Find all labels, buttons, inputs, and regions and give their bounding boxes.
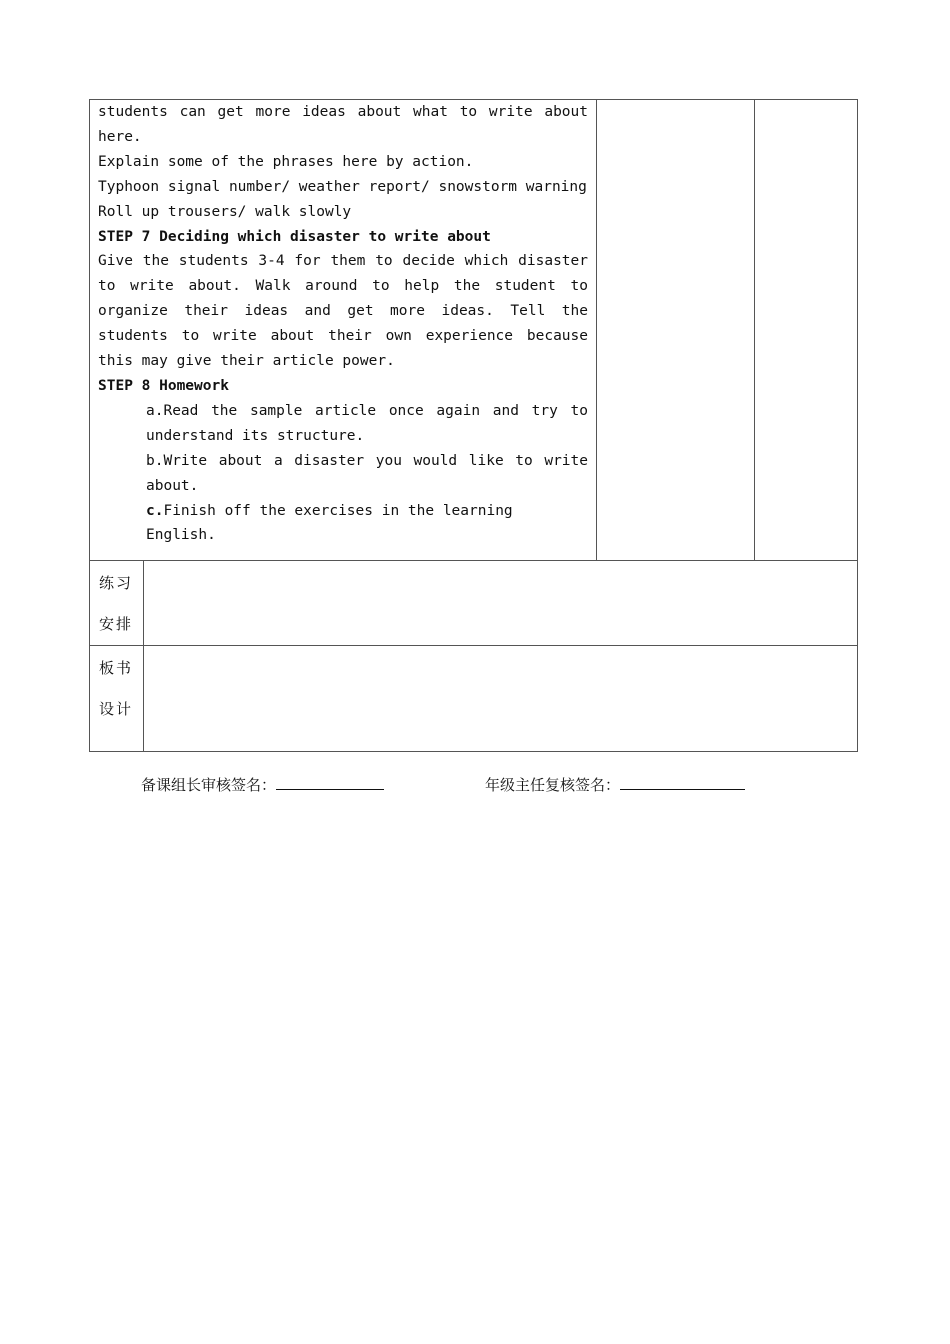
step8-heading: STEP 8 Homework — [98, 377, 229, 394]
homework-text: Finish off the exercises in the learning English. — [146, 502, 513, 544]
homework-marker: b. — [146, 452, 164, 469]
lesson-content-cell — [90, 100, 597, 561]
step7-body: Give the students 3-4 for them to decide which disaster to write about. Walk around to help the student to organize their ideas and get more ideas. Tell the students to write about their own experience because this may give their article power. — [98, 253, 588, 370]
practice-content-cell — [144, 561, 858, 646]
intro-line: students can get more ideas about what to write about here. — [98, 104, 588, 145]
board-label-line: 板书 — [99, 659, 134, 677]
practice-label-cell — [90, 561, 144, 646]
homework-text: Read the sample article once again and try to understand its structure. — [146, 402, 588, 444]
homework-marker: a. — [146, 402, 164, 419]
lesson-plan-table — [89, 99, 858, 752]
signature-line[interactable] — [620, 771, 745, 790]
grade-director-label: 年级主任复核签名： — [485, 776, 621, 794]
board-content-cell — [144, 646, 858, 752]
board-label-line: 设计 — [99, 700, 134, 718]
blank-column-cell — [755, 100, 858, 561]
practice-row — [90, 561, 858, 646]
homework-list — [98, 399, 588, 548]
homework-item — [146, 499, 588, 549]
homework-item — [146, 449, 588, 499]
practice-label-line: 安排 — [99, 615, 134, 633]
group-leader-signature — [141, 771, 384, 795]
lesson-content-row — [90, 100, 858, 561]
practice-label-line: 练习 — [99, 574, 134, 592]
step7-heading: STEP 7 Deciding which disaster to write about — [98, 228, 491, 245]
homework-marker: c. — [146, 502, 164, 519]
homework-item — [146, 399, 588, 449]
intro-line: Typhoon signal number/ weather report/ snowstorm warning — [98, 178, 587, 195]
board-design-row — [90, 646, 858, 752]
signature-line[interactable] — [276, 771, 384, 790]
group-leader-label: 备课组长审核签名： — [141, 776, 277, 794]
board-label-cell — [90, 646, 144, 752]
blank-column-cell — [597, 100, 755, 561]
intro-line: Roll up trousers/ walk slowly — [98, 203, 352, 220]
grade-director-signature — [485, 771, 745, 795]
homework-text: Write about a disaster you would like to write about. — [146, 452, 588, 494]
intro-line: Explain some of the phrases here by action. — [98, 153, 474, 170]
